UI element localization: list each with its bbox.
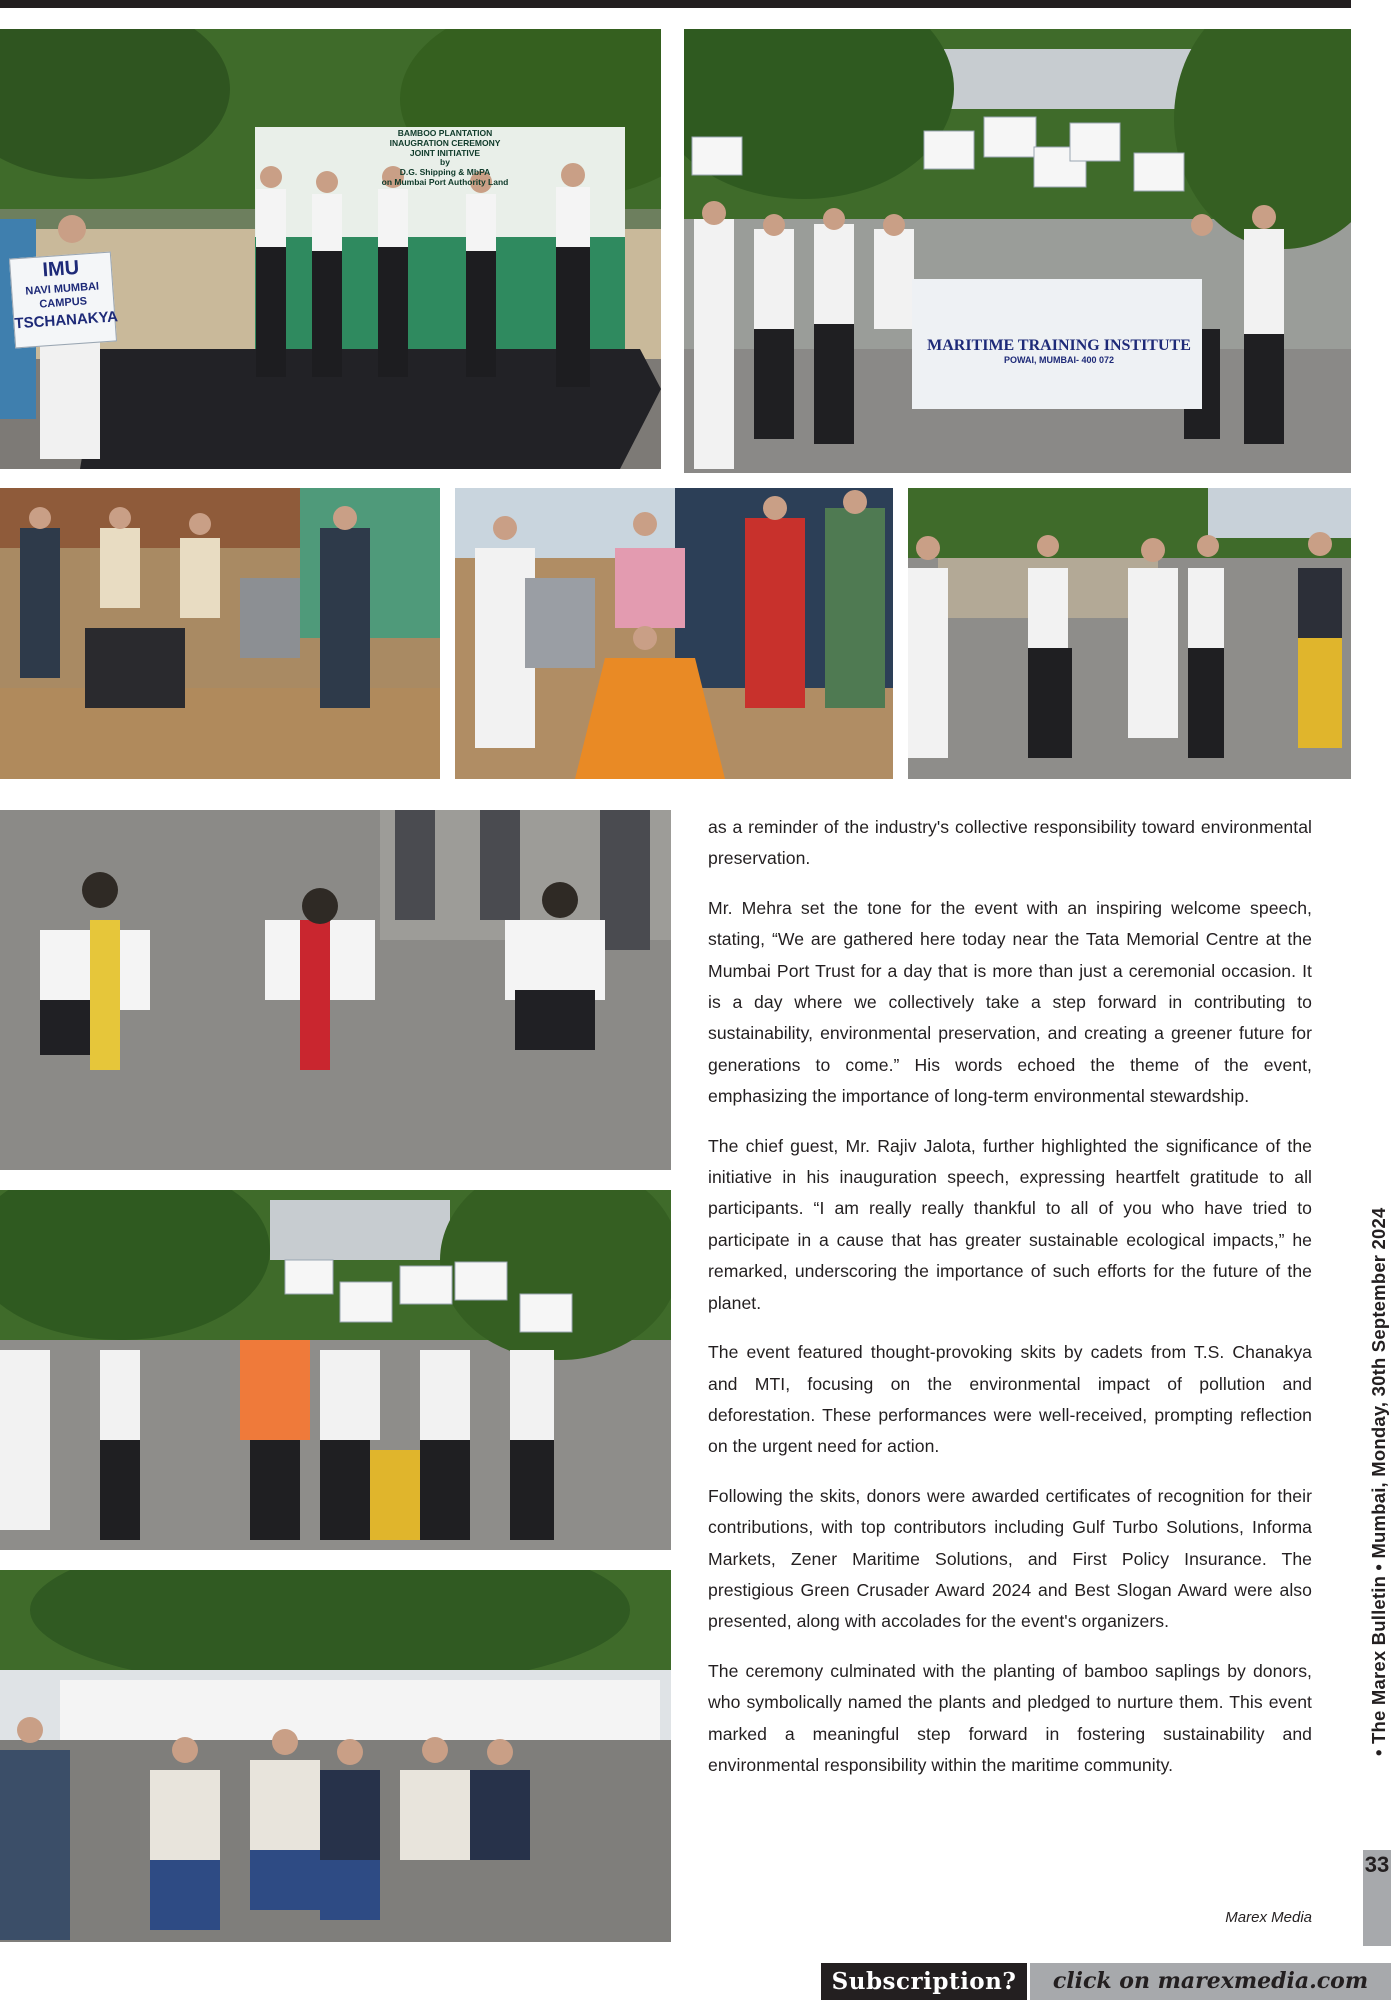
stage-banner xyxy=(370,129,520,188)
photo-cadets-walking xyxy=(908,488,1351,779)
article-paragraph: as a reminder of the industry's collective responsibility toward environmental preservation. xyxy=(708,817,1312,869)
imu-placard xyxy=(9,252,117,349)
article-body xyxy=(708,812,1312,1799)
stage-banner-line: by xyxy=(440,157,450,168)
photo-seated-audience xyxy=(0,1570,671,1942)
mti-banner xyxy=(916,337,1202,366)
page-number: 33 xyxy=(1364,1852,1390,1877)
imu-placard-line: NAVI MUMBAI CAMPUS xyxy=(25,280,100,311)
article-credit: Marex Media xyxy=(1225,1909,1312,1926)
mti-banner-subtitle: POWAI, MUMBAI- 400 072 xyxy=(1003,355,1115,366)
stage-banner-line: on Mumbai Port Authority Land xyxy=(381,176,509,187)
subscription-link[interactable]: click on marexmedia.com xyxy=(1030,1963,1391,2000)
top-rule xyxy=(0,0,1351,8)
imu-placard-line: IMU xyxy=(41,256,80,282)
stage-banner-line: D.G. Shipping & MbPA xyxy=(399,167,491,178)
photo-women-planting xyxy=(0,810,671,1170)
article-paragraph: Mr. Mehra set the tone for the event with an inspiring welcome speech, stating, “We are gathered here today near the Tata Memorial Centre at the Mumbai Port Trust for a day that is more than just a ceremonial occasion. It is a day where we collectively take a step forward in contributing to sustainability, environmental preservation, and creating a greener future for generations to come.” His words echoed the theme of the event, emphasizing the importance of long-term environmental stewardship. xyxy=(708,897,1312,1107)
photo-saree-planting xyxy=(455,488,893,779)
stage-banner-line: JOINT INITIATIVE xyxy=(409,147,481,158)
photo-placards-group xyxy=(0,1190,671,1550)
article-paragraph: The chief guest, Mr. Rajiv Jalota, further highlighted the significance of the initiative in his inauguration speech, expressing heartfelt gratitude to all participants. “I am really really thankful to all of you who have tried to participate in a cause that has greater sustainable ecological impacts,” he remarked, underscoring the importance of such efforts for the future of the planet. xyxy=(708,1135,1312,1313)
photo-mti-group xyxy=(684,29,1351,473)
imu-placard-line: TSCHANAKYA xyxy=(13,307,119,333)
article-paragraph: The ceremony culminated with the planting of bamboo saplings by donors, who symbolically named the plants and pledged to nurture them. This event marked a meaningful step forward in fostering sustainability and environmental responsibility within the maritime community. xyxy=(708,1660,1312,1775)
stage-banner-line: INAUGRATION CEREMONY xyxy=(389,137,501,148)
photo-stage-ceremony xyxy=(0,29,661,469)
running-title: • The Marex Bulletin • Mumbai, Monday, 30th September 2024 xyxy=(1368,1207,1389,1756)
photo-watering-saplings xyxy=(0,488,440,779)
article-paragraph: Following the skits, donors were awarded certificates of recognition for their contributions, with top contributors including Gulf Turbo Solutions, Informa Markets, Zener Maritime Solutions, and First Policy Insurance. The prestigious Green Crusader Award 2024 and Best Slogan Award were also presented, along with accolades for the event's organizers. xyxy=(708,1485,1312,1632)
stage-banner-line: BAMBOO PLANTATION xyxy=(397,128,493,138)
article-paragraph: The event featured thought-provoking skits by cadets from T.S. Chanakya and MTI, focusing on the environmental impact of pollution and deforestation. These performances were well-received, prompting reflection on the urgent need for action. xyxy=(708,1342,1312,1457)
subscription-label: Subscription? xyxy=(821,1963,1027,2000)
mti-banner-title: MARITIME TRAINING INSTITUTE xyxy=(927,337,1191,354)
